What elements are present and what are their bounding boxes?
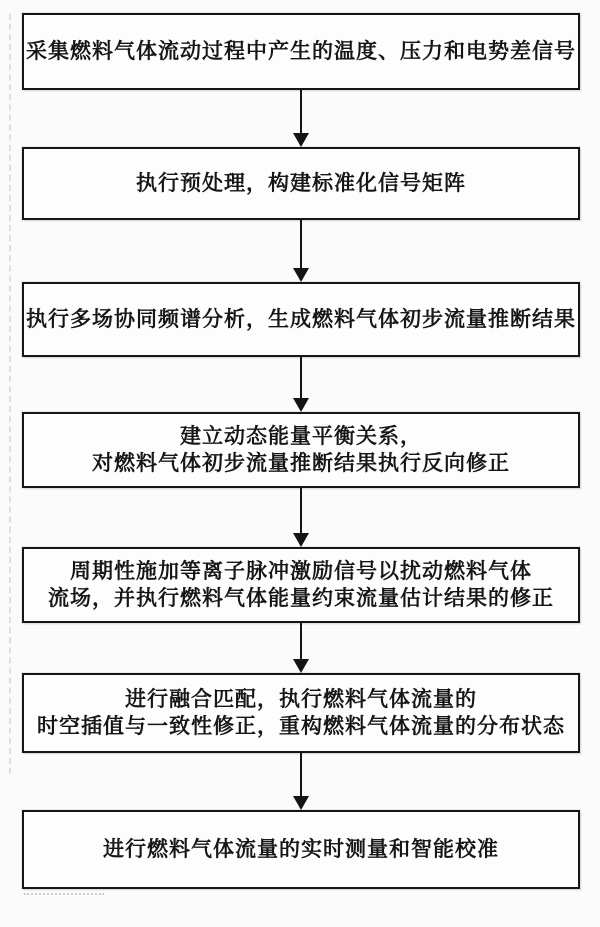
flow-step-5-text-line1: 周期性施加等离子脉冲激励信号以扰动燃料气体 <box>70 559 532 583</box>
flow-step-6 <box>22 673 580 753</box>
down-arrow-icon <box>293 623 309 673</box>
scan-artifact-dashed-line <box>9 14 11 774</box>
flow-step-3-text: 执行多场协同频谱分析，生成燃料气体初步流量推断结果 <box>26 307 576 331</box>
down-arrow-icon <box>293 488 309 547</box>
arrow-shaft <box>300 357 302 400</box>
arrow-head <box>293 533 309 547</box>
arrow-head <box>293 133 309 147</box>
flow-step-6-text-line1: 进行融合匹配，执行燃料气体流量的 <box>125 687 477 711</box>
flow-step-4-text-line2: 对燃料气体初步流量推断结果执行反向修正 <box>92 451 510 475</box>
flow-step-3 <box>22 282 580 357</box>
flow-step-1 <box>22 13 580 90</box>
arrow-head <box>293 398 309 412</box>
arrow-shaft <box>300 623 302 661</box>
flow-step-5-text-line2: 流场，并执行燃料气体能量约束流量估计结果的修正 <box>48 586 554 610</box>
flow-step-7 <box>22 810 580 889</box>
arrow-shaft <box>300 220 302 270</box>
arrow-head <box>293 659 309 673</box>
flow-step-1-text: 采集燃料气体流动过程中产生的温度、压力和电势差信号 <box>26 39 576 63</box>
flow-step-7-text: 进行燃料气体流量的实时测量和智能校准 <box>103 837 499 861</box>
arrow-head <box>293 268 309 282</box>
flow-step-5 <box>22 547 580 623</box>
flow-step-4-text-line1: 建立动态能量平衡关系， <box>180 424 422 448</box>
flow-step-4 <box>22 412 580 488</box>
arrow-shaft <box>300 488 302 535</box>
flow-step-6-text-line2: 时空插值与一致性修正，重构燃料气体流量的分布状态 <box>37 714 565 738</box>
arrow-shaft <box>300 90 302 135</box>
flow-step-2-text: 执行预处理，构建标准化信号矩阵 <box>136 171 466 195</box>
arrow-head <box>293 796 309 810</box>
down-arrow-icon <box>293 753 309 810</box>
arrow-shaft <box>300 753 302 798</box>
scan-artifact-dotted-line <box>24 893 104 895</box>
flow-step-2 <box>22 147 580 220</box>
down-arrow-icon <box>293 90 309 147</box>
down-arrow-icon <box>293 220 309 282</box>
down-arrow-icon <box>293 357 309 412</box>
